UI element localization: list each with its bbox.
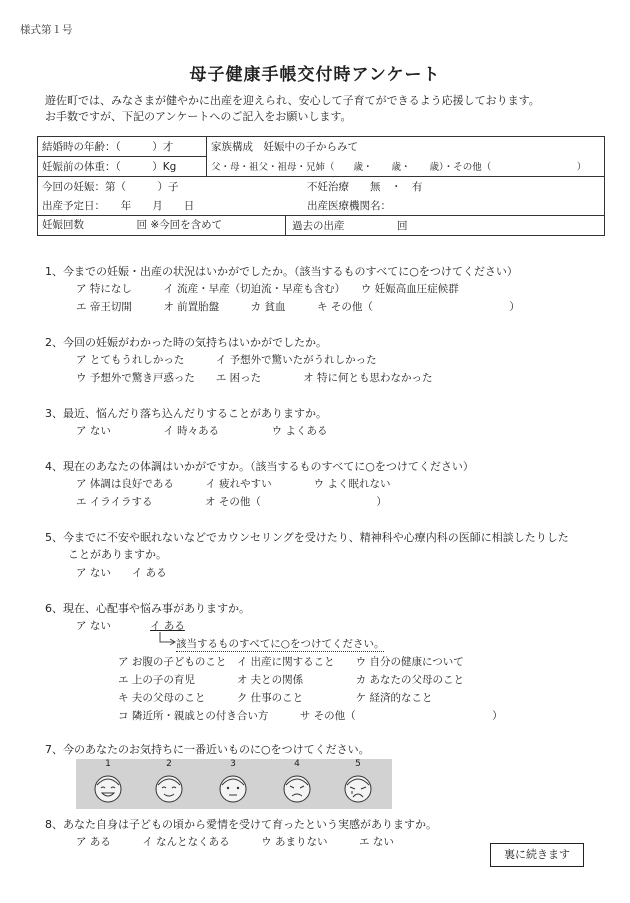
q2-options-row-2[interactable]: ウ 予想外で驚き戸惑った エ 困った オ 特に何とも思わなかった bbox=[76, 372, 433, 384]
q6-options-row-3[interactable]: キ 夫の父母のこと ク 仕事のこと ケ 経済的なこと bbox=[118, 692, 433, 704]
face-option-4[interactable] bbox=[277, 759, 317, 805]
happy-face-icon bbox=[152, 771, 186, 805]
q6-choice-yes[interactable]: イ ある bbox=[150, 620, 185, 632]
very-sad-face-icon bbox=[341, 771, 375, 805]
mood-faces-panel bbox=[76, 759, 392, 809]
family-label: 家族構成 妊娠中の子からみて bbox=[207, 137, 605, 157]
q4-options-row-2[interactable]: エ イライラする オ その他（ ） bbox=[76, 496, 387, 508]
info-table bbox=[37, 136, 605, 236]
q1-options-row-2[interactable]: エ 帝王切開 オ 前置胎盤 カ 貧血 キ その他（ ） bbox=[76, 301, 520, 313]
question-4: 4、現在のあなたの体調はいかがですか。（該当するものすべてに○をつけてください） bbox=[45, 460, 474, 473]
q1-options-row-1[interactable]: ア 特になし イ 流産・早産（切迫流・早産も含む） ウ 妊娠高血圧症候群 bbox=[76, 283, 459, 295]
question-3: 3、最近、悩んだり落ち込んだりすることがありますか。 bbox=[45, 407, 327, 420]
face-option-5[interactable] bbox=[338, 759, 378, 805]
infertility-field[interactable]: 不妊治療 無 ・ 有 bbox=[307, 181, 423, 193]
question-5: 5、今までに不安や眠れないなどでカウンセリングを受けたり、精神科や心療内科の医師に相談したりした bbox=[45, 531, 569, 544]
q2-options-row-1[interactable]: ア とてもうれしかった イ 予想外で驚いたがうれしかった bbox=[76, 354, 377, 366]
pregnancy-order-field[interactable]: 今回の妊娠：第（ ）子 bbox=[42, 181, 179, 193]
face-number: 2 bbox=[166, 759, 172, 769]
q6-options-row-1[interactable]: ア お腹の子どものこと イ 出産に関すること ウ 自分の健康について bbox=[118, 656, 464, 668]
face-number: 3 bbox=[230, 759, 236, 769]
form-number: 様式第１号 bbox=[20, 24, 73, 36]
question-5-continued: ことがありますか。 bbox=[68, 548, 167, 561]
q4-options-row-1[interactable]: ア 体調は良好である イ 疲れやすい ウ よく眠れない bbox=[76, 478, 391, 490]
q6-arrow-note: 該当するものすべてに○をつけてください。 bbox=[176, 638, 385, 650]
face-option-3[interactable] bbox=[213, 759, 253, 805]
pregnancy-count-field[interactable]: 妊娠回数 回 ※今回を含めて bbox=[38, 216, 286, 235]
q6-options-row-4[interactable]: コ 隣近所・親戚との付き合い方 サ その他（ ） bbox=[118, 710, 503, 722]
age-field[interactable]: 結婚時の年齢：（ ）才 bbox=[38, 137, 207, 157]
facility-field[interactable]: 出産医療機関名： bbox=[307, 200, 391, 212]
face-number: 5 bbox=[355, 759, 361, 769]
past-births-field[interactable]: 過去の出産 回 bbox=[292, 220, 408, 232]
q6-choice-no[interactable]: ア ない bbox=[76, 620, 111, 632]
q6-options-row-2[interactable]: エ 上の子の育児 オ 夫との関係 カ あなたの父母のこと bbox=[118, 674, 465, 686]
sad-face-icon bbox=[280, 771, 314, 805]
due-date-field[interactable]: 出産予定日： 年 月 日 bbox=[42, 200, 195, 212]
question-8: 8、あなた自身は子どもの頃から愛情を受けて育ったという実感がありますか。 bbox=[45, 818, 437, 831]
face-number: 4 bbox=[294, 759, 300, 769]
question-2: 2、今回の妊娠がわかった時の気持ちはいかがでしたか。 bbox=[45, 336, 327, 349]
continued-on-back-box: 裏に続きます bbox=[490, 843, 584, 867]
question-7: 7、今のあなたのお気持ちに一番近いものに○をつけてください。 bbox=[45, 743, 370, 756]
q3-options-row-1[interactable]: ア ない イ 時々ある ウ よくある bbox=[76, 425, 328, 437]
question-1: 1、今までの妊娠・出産の状況はいかがでしたか。（該当するものすべてに○をつけてください） bbox=[45, 265, 518, 278]
question-6: 6、現在、心配事や悩み事がありますか。 bbox=[45, 602, 250, 615]
intro-line-1: 遊佐町では、みなさまが健やかに出産を迎えられ、安心して子育てができるよう応援しております。 bbox=[45, 94, 540, 107]
neutral-face-icon bbox=[216, 771, 250, 805]
page-title: 母子健康手帳交付時アンケート bbox=[189, 65, 441, 85]
weight-field[interactable]: 妊娠前の体重：（ ）Kg bbox=[38, 157, 207, 177]
face-option-1[interactable] bbox=[88, 759, 128, 805]
family-options[interactable]: 父・母・祖父・祖母・兄姉（ 歳・ 歳・ 歳）・その他（ ） bbox=[207, 157, 605, 177]
very-happy-face-icon bbox=[91, 771, 125, 805]
q5-options-row-1[interactable]: ア ない イ ある bbox=[76, 567, 167, 579]
intro-line-2: お手数ですが、下記のアンケートへのご記入をお願いします。 bbox=[45, 110, 352, 123]
q8-options-row-1[interactable]: ア ある イ なんとなくある ウ あまりない エ ない bbox=[76, 836, 394, 848]
face-number: 1 bbox=[105, 759, 111, 769]
face-option-2[interactable] bbox=[149, 759, 189, 805]
